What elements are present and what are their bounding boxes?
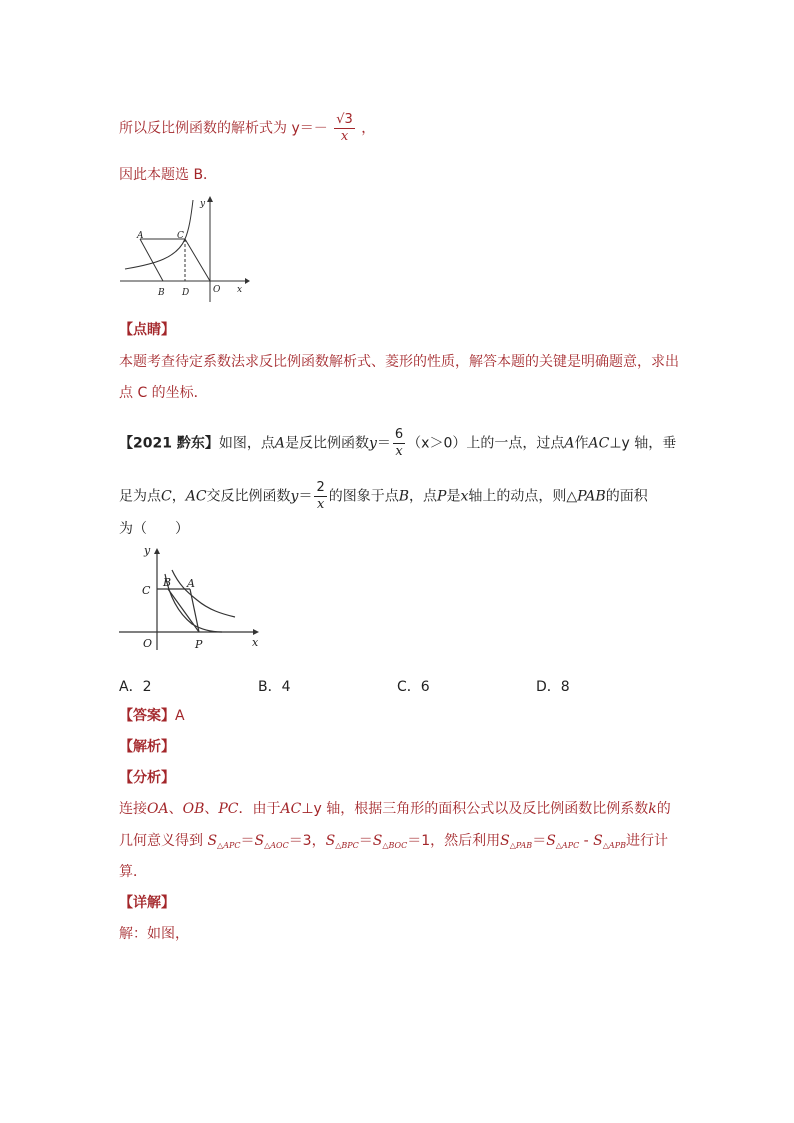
q-var: y bbox=[290, 488, 299, 505]
question-line1 bbox=[119, 427, 676, 460]
frac2-numerator: 2 bbox=[316, 480, 325, 495]
q-text: 的面积 bbox=[605, 488, 648, 505]
q-text: ，点 bbox=[409, 488, 438, 505]
dianjing-heading: 【点睛】 bbox=[119, 322, 175, 338]
formula-numerator: √3 bbox=[336, 112, 353, 127]
fenxi-line3: 算． bbox=[119, 864, 147, 880]
fx-var: OB bbox=[182, 801, 205, 817]
fig1-x-arrow-icon bbox=[245, 278, 250, 284]
q-var: A bbox=[274, 435, 285, 452]
q-text: 足为点 bbox=[119, 488, 161, 505]
fx-text: ＝ bbox=[240, 833, 255, 849]
q-text: ＝ bbox=[298, 488, 313, 505]
q-var: A bbox=[564, 435, 575, 452]
question-line3: 为（ ） bbox=[119, 521, 189, 537]
question-fraction-2 bbox=[314, 480, 326, 513]
fx-text: 、 bbox=[204, 801, 219, 817]
fig2-y-arrow-icon bbox=[154, 548, 160, 554]
q-text: 是 bbox=[446, 488, 461, 505]
analytic-formula-line bbox=[119, 112, 375, 145]
fig2-label-y: y bbox=[144, 544, 151, 557]
xiangjie-text: 解：如图， bbox=[119, 926, 189, 942]
fx-sub: △APB bbox=[602, 841, 626, 850]
q-var: AC bbox=[185, 488, 207, 505]
fx-sub: △AOC bbox=[264, 841, 289, 850]
option-a: A．2 bbox=[119, 679, 152, 695]
answer-line bbox=[119, 706, 185, 726]
fig2-hyperbola-outer bbox=[172, 570, 235, 617]
fig1-label-b: B bbox=[158, 288, 165, 298]
fenxi-heading: 【分析】 bbox=[119, 770, 175, 786]
q-text: 作 bbox=[574, 435, 589, 452]
fx-text: ．由于 bbox=[238, 801, 281, 817]
fx-text: 连接 bbox=[119, 801, 147, 817]
fig1-label-o: O bbox=[213, 285, 221, 295]
fx-text: 几何意义得到 bbox=[119, 833, 203, 849]
q-var: AC bbox=[588, 435, 610, 452]
question-source: 【2021 黔东】 bbox=[119, 435, 219, 452]
fx-text: ＝3， bbox=[288, 833, 326, 849]
dianjing-text-line2: 点 C 的坐标． bbox=[119, 385, 208, 401]
fx-var: PC bbox=[218, 801, 239, 817]
fig2-label-c: C bbox=[142, 584, 151, 597]
fx-var: AC bbox=[280, 801, 302, 817]
option-c: C．6 bbox=[397, 679, 430, 695]
formula-fraction bbox=[334, 112, 355, 145]
fx-text: - bbox=[579, 833, 594, 849]
fx-var: S bbox=[593, 833, 603, 849]
question-line2 bbox=[119, 480, 648, 513]
q-var: C bbox=[161, 488, 172, 505]
fx-text: ⊥y 轴，根据三角形的面积公式以及反比例函数比例系数 bbox=[301, 801, 649, 817]
choice-statement: 因此本题选 B． bbox=[119, 167, 218, 183]
question-fraction-1 bbox=[393, 427, 405, 460]
fx-text: ＝ bbox=[532, 833, 547, 849]
fx-sub: △BOC bbox=[382, 841, 408, 850]
dianjing-text-line1: 本题考查待定系数法求反比例函数解析式、菱形的性质，解答本题的关键是明确题意，求出 bbox=[119, 354, 679, 370]
fx-var: S bbox=[372, 833, 383, 849]
fig1-label-y: y bbox=[200, 199, 206, 209]
fx-text: 、 bbox=[168, 801, 183, 817]
figure-2-hyperbola-graph bbox=[117, 540, 265, 655]
formula-text: 所以反比例函数的解析式为 bbox=[119, 120, 287, 137]
formula-y-eq: y＝－ bbox=[291, 120, 328, 137]
fig1-label-d: D bbox=[182, 288, 190, 298]
fx-var: OA bbox=[147, 801, 169, 817]
q-text: 如图，点 bbox=[218, 435, 275, 452]
fx-var: k bbox=[648, 801, 657, 817]
fenxi-line2 bbox=[119, 831, 668, 856]
q-text: ， bbox=[171, 488, 186, 505]
fig2-label-b: B bbox=[163, 576, 172, 589]
q-text: 是反比例函数 bbox=[284, 435, 369, 452]
fx-sub: △APC bbox=[555, 841, 580, 850]
q-var: y bbox=[368, 435, 377, 452]
q-text: 的图象于点 bbox=[328, 488, 399, 505]
frac2-denominator: x bbox=[316, 497, 325, 512]
fx-var: S bbox=[207, 833, 218, 849]
fx-var: S bbox=[546, 833, 556, 849]
fig1-y-arrow-icon bbox=[207, 196, 213, 202]
fx-var: S bbox=[325, 833, 336, 849]
figure-1-rhombus-graph bbox=[115, 192, 250, 307]
fig2-x-arrow-icon bbox=[253, 629, 259, 635]
frac1-numerator: 6 bbox=[394, 427, 404, 442]
xiangjie-heading: 【详解】 bbox=[119, 895, 175, 911]
q-text: （x＞0）上的一点，过点 bbox=[407, 435, 565, 452]
frac1-denominator: x bbox=[395, 444, 403, 459]
option-d: D．8 bbox=[536, 679, 570, 695]
q-var: P bbox=[437, 488, 447, 505]
fx-var: S bbox=[254, 833, 265, 849]
formula-tail: ， bbox=[361, 120, 376, 137]
jiexi-heading: 【解析】 bbox=[119, 739, 175, 755]
fig1-label-x: x bbox=[237, 285, 243, 295]
fig2-label-a: A bbox=[187, 577, 195, 590]
q-text: ⊥y 轴，垂 bbox=[609, 435, 677, 452]
q-var: B bbox=[398, 488, 410, 505]
fig2-label-p: P bbox=[195, 638, 203, 651]
q-var: x bbox=[460, 488, 469, 505]
fx-sub: △APC bbox=[217, 841, 241, 850]
q-text: ＝ bbox=[376, 435, 391, 452]
answer-value: A bbox=[175, 708, 185, 724]
fx-text: ＝1，然后利用 bbox=[407, 833, 501, 849]
fx-text: ＝ bbox=[358, 833, 373, 849]
q-text: 交反比例函数 bbox=[206, 488, 291, 505]
fx-text: 的 bbox=[656, 801, 671, 817]
fig2-label-o: O bbox=[143, 637, 153, 650]
fig1-label-a: A bbox=[137, 231, 144, 241]
fenxi-line1 bbox=[119, 799, 671, 819]
fig2-label-x: x bbox=[252, 636, 259, 649]
fx-text: 进行计 bbox=[625, 833, 668, 849]
fx-var: S bbox=[500, 833, 510, 849]
q-text: 轴上的动点，则△ bbox=[468, 488, 578, 505]
option-b: B．4 bbox=[258, 679, 291, 695]
formula-denominator: x bbox=[340, 129, 349, 144]
fig1-rhombus bbox=[140, 239, 210, 281]
answer-heading: 【答案】 bbox=[119, 708, 175, 724]
fx-sub: △BPC bbox=[335, 841, 359, 850]
q-var: PAB bbox=[577, 488, 606, 505]
fx-sub: △PAB bbox=[509, 841, 533, 850]
fig1-label-c: C bbox=[177, 231, 184, 241]
